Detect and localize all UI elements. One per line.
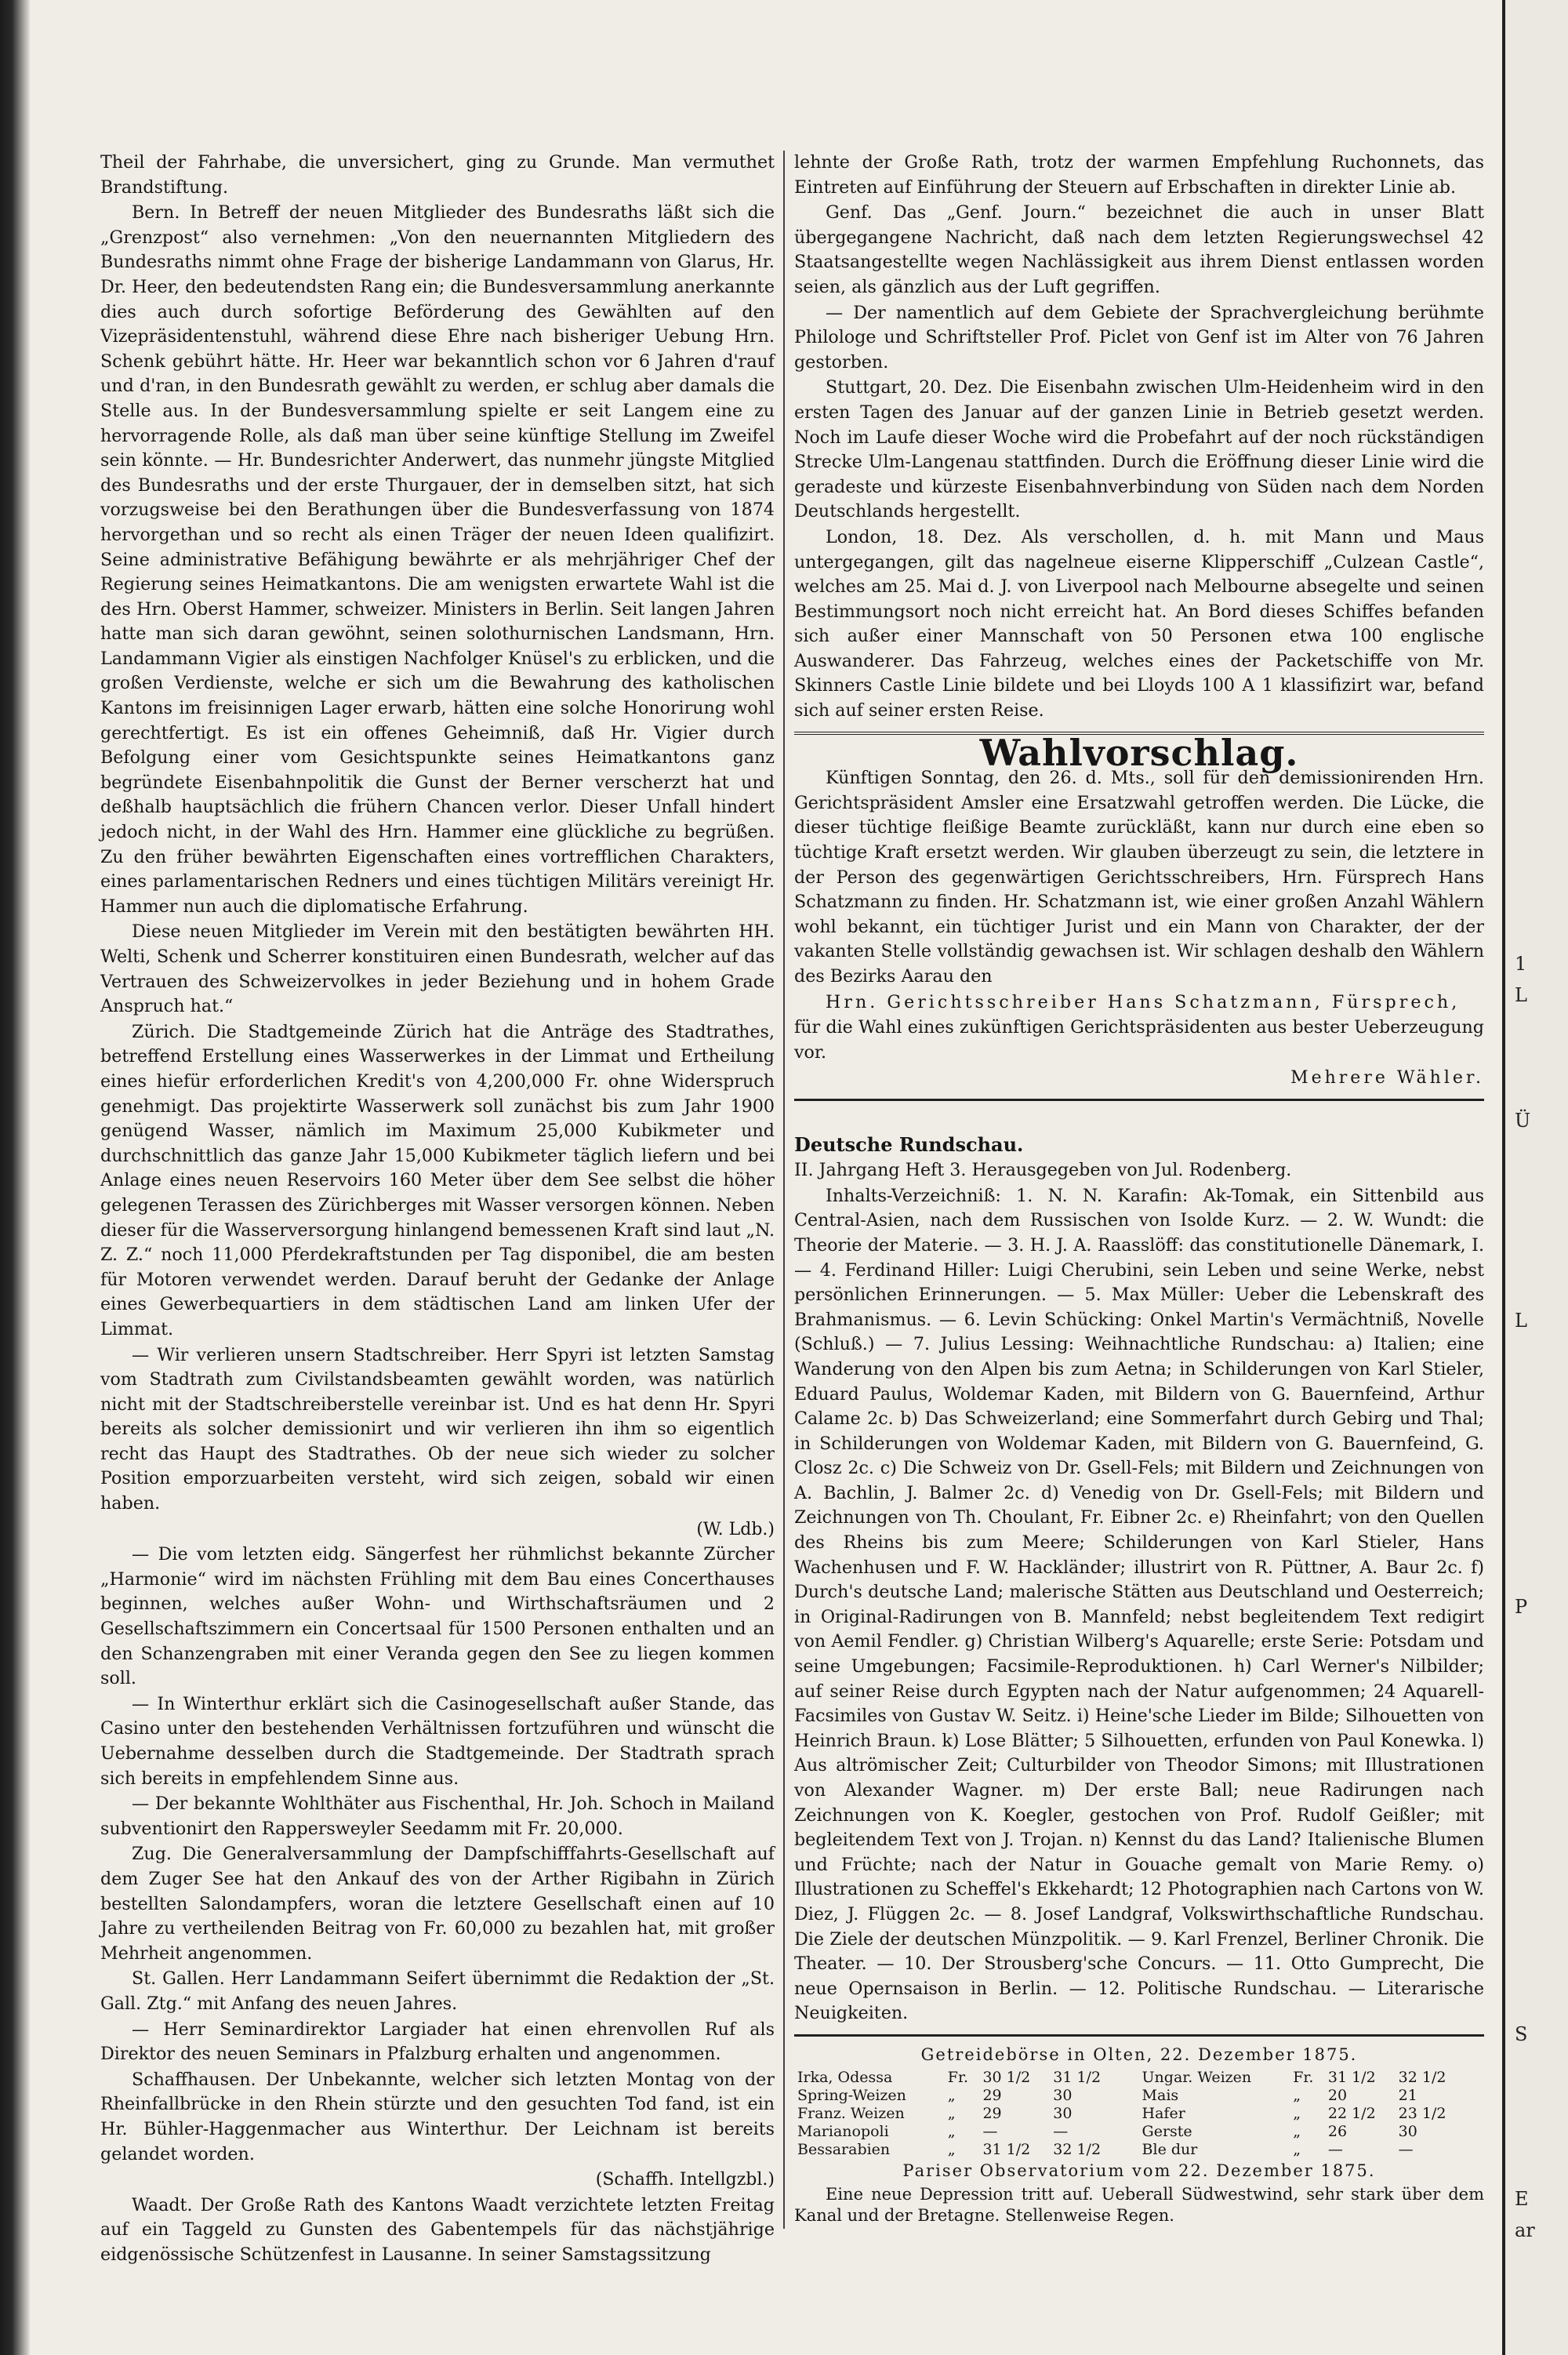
market-right-currency: „ [1293,2140,1301,2158]
market-left-grain: Irka, Odessa [797,2068,893,2086]
market-row [794,2123,1484,2141]
market-row [794,2069,1484,2087]
market-left-to: 30 [1053,2086,1073,2104]
market-left-from: 31 1/2 [982,2140,1031,2158]
market-title: Getreidebörse in Olten, 22. Dezember 1875. [920,2044,1358,2064]
market-row [794,2141,1484,2159]
market-right-from: 26 [1327,2122,1348,2140]
article-paragraph: — Herr Seminardirektor Largiader hat einen ehrenvollen Ruf als Direktor des neuen Seminars in Pfalzburg erhalten und angenommen. [100,2019,775,2065]
market-left-currency: „ [947,2086,956,2104]
edge-fragment: ar [1515,2219,1535,2241]
column-divider [783,151,785,2229]
wahlvorschlag-closing: für die Wahl eines zukünftigen Gerichtspräsidenten aus bester Ueberzeugung vor. [794,1017,1484,1063]
rundschau-title: Deutsche Rundschau. [794,1132,1024,1156]
edge-fragment: E [1515,2188,1529,2210]
market-left-grain: Franz. Weizen [797,2104,905,2122]
market-row [794,2105,1484,2123]
article-paragraph: — Wir verlieren unsern Stadtschreiber. Herr Spyri ist letzten Samstag vom Stadtrath zum Civilstandsbeamten gewählt worden, was natürlich nicht mit der Stadtschreiberstelle vereinbar ist. Und es hat denn Hr. Spyri bereits als solcher demissionirt und wir verlieren ihn ihm so eigentlich recht das Haupt des Stadtrathes. Ob der neue sich wieder zu solcher Position emporzuarbeiten versteht, wird sich zeigen, sobald wir einen haben. [100,1344,775,1514]
market-left-grain: Bessarabien [797,2140,891,2158]
market-right-from: 31 1/2 [1327,2068,1376,2086]
section-rule [794,1099,1484,1101]
rundschau-intro-line [794,1107,1484,1183]
wahlvorschlag-candidate: Hrn. Gerichtsschreiber Hans Schatzmann, Fürsprech, [826,991,1461,1012]
market-left-currency: „ [947,2122,956,2140]
market-row [794,2087,1484,2105]
market-left-grain: Spring-Weizen [797,2086,906,2104]
article-paragraph: — Die vom letzten eidg. Sängerfest her rühmlichst bekannte Zürcher „Harmonie“ wird im nächsten Frühling mit dem Bau eines Concerthauses beginnen, welches außer Wohn- und Wirthschaftsräumen und 2 Gesellschaftszimmern ein Concertsaal für 1500 Personen enthalten und an den Schanzengraben mit einer Veranda gegen den See zu liegen kommen soll. [100,1544,775,1689]
market-right-to: 30 [1398,2122,1417,2140]
article-st-gallen: St. Gallen. Herr Landammann Seifert übernimmt die Redaktion der „St. Gall. Ztg.“ mit Anfang des neuen Jahres. [100,1968,775,2014]
market-right-currency: „ [1293,2104,1301,2122]
market-right-from: — [1327,2140,1343,2158]
edge-fragment: P [1515,1596,1528,1618]
market-left-currency: Fr. [947,2068,968,2086]
article-paragraph: lehnte der Große Rath, trotz der warmen Empfehlung Ruchonnets, das Eintreten auf Einführung der Steuern auf Erbschaften in direkter Linie ab. [794,152,1484,198]
market-left-currency: „ [947,2104,956,2122]
market-left-to: 31 1/2 [1053,2068,1102,2086]
article-paragraph: — Der bekannte Wohlthäter aus Fischenthal, Hr. Joh. Schoch in Mailand subventionirt den Rappersweyler Seedamm mit Fr. 20,000. [100,1794,775,1839]
market-table [794,2069,1484,2159]
observatory-title: Pariser Observatorium vom 22. Dezember 1875. [902,2161,1376,2180]
edge-fragment: L [1515,984,1527,1006]
observatory-text: Eine neue Depression tritt auf. Ueberall Südwestwind, sehr stark über dem Kanal und der Bretagne. Stellenweise Regen. [794,2185,1484,2226]
edge-fragment: 1 [1515,953,1527,975]
article-paragraph: Diese neuen Mitglieder im Verein mit den bestätigten bewährten HH. Welti, Schenk und Scherrer konstituiren einen Bundesrath, welcher auf das Vertrauen des Schweizervolkes in jeder Beziehung und in hohem Grade Anspruch hat.“ [100,921,775,1017]
article-zug: Zug. Die Generalversammlung der Dampfschifffahrts-Gesellschaft auf dem Zuger See hat den Ankauf des von der Arther Rigibahn in Zürich bestellten Salondampfers, woran die letztere Gesellschaft einen auf 10 Jahre zu vertheilenden Beitrag von Fr. 60,000 zu bezahlen hat, mit großer Mehrheit angenommen. [100,1844,775,1964]
source-signature: (W. Ldb.) [696,1519,775,1539]
market-left-to: 32 1/2 [1053,2140,1102,2158]
article-schaffhausen: Schaffhausen. Der Unbekannte, welcher sich letzten Montag von der Rheinfallbrücke in den Rhein stürzte und den gesuchten Tod fand, ist ein Hr. Bühler-Haggenmacher aus Winterthur. Der Leichnam ist bereits gelandet worden. [100,2069,775,2164]
article-zuerich: Zürich. Die Stadtgemeinde Zürich hat die Anträge des Stadtrathes, betreffend Erstellung eines Wasserwerkes in der Limmat und Ertheilung eines hiefür erforderlichen Kredit's von 4,200,000 Fr. ohne Widerspruch genehmigt. Das projektirte Wasserwerk soll zunächst bis zum Jahr 1900 genügend Wasser, nämlich im Maximum 25,000 Kubikmeter und durchschnittlich das ganze Jahr 15,000 Kubikmeter täglich liefern und bei Anlage eines neuen Reservoirs 160 Meter über dem See selbst die höher gelegenen Terassen des Zürichberges mit Wasser versorgen können. Neben dieser für die Wasserversorgung hinlangend bemessenen Kraft sind laut „N. Z. Z.“ noch 11,000 Pferdekraftstunden per Tag disponibel, die am besten für Motoren verwendet werden. Darauf beruht der Gedanke der Anlage eines Gewerbequartiers in dem städtischen Land am linken Ufer der Limmat. [100,1021,775,1339]
article-london: London, 18. Dez. Als verschollen, d. h. mit Mann und Maus untergegangen, gilt das nagelneue eiserne Klipperschiff „Culzean Castle“, welches am 25. Mai d. J. von Liverpool nach Melbourne absegelte und seinen Bestimmungsort noch nicht erreicht hat. An Bord dieses Schiffes befanden sich außer einer Mannschaft von 50 Personen etwa 100 englische Auswanderer. Das Fahrzeug, welches eines der Packetschiffe von Mr. Skinners Castle Linie bildete und bei Lloyds 100 A 1 klassifizirt war, befand sich auf seiner ersten Reise. [794,526,1484,721]
right-column [794,151,1484,2227]
market-right-grain: Ble dur [1142,2140,1198,2158]
next-page-edge [1502,0,1568,2355]
market-right-from: 22 1/2 [1327,2104,1376,2122]
edge-fragment: S [1515,2023,1528,2045]
market-right-currency: Fr. [1293,2068,1314,2086]
article-bern: Bern. In Betreff der neuen Mitglieder des Bundesraths läßt sich die „Grenzpost“ also vernehmen: „Von den neuernannten Mitgliedern des Bundesraths nimmt ohne Frage der bisherige Landammann von Glarus, Hr. Dr. Heer, den bedeutendsten Rang ein; die Bundesversammlung anerkannte dies auch durch sofortige Beförderung des Gewählten auf den Vizepräsidentenstuhl, während diese Ehre nach bisheriger Uebung Hrn. Schenk gebührt hätte. Hr. Heer war bekanntlich schon vor 6 Jahren d'rauf und d'ran, in den Bundesrath gewählt zu werden, er schlug aber damals die Stelle aus. In der Bundesversammlung spielte er seit Langem eine zu hervorragende Rolle, als daß man über seine künftige Stellung im Zweifel sein könnte. — Hr. Bundesrichter Anderwert, das nunmehr jüngste Mitglied des Bundesraths und der erste Thurgauer, der in demselben sitzt, hat sich vorzugsweise bei den Berathungen über die Bundesverfassung von 1874 hervorgethan und so recht als einen Träger der neuen Ideen qualifizirt. Seine administrative Befähigung bewährte er als mehrjähriger Chef der Regierung seines Heimatkantons. Die am wenigsten erwartete Wahl ist die des Hrn. Oberst Hammer, schweizer. Ministers in Berlin. Seit langen Jahren hatte man sich daran gewöhnt, seinen solothurnischen Landsmann, Hrn. Landammann Vigier als einstigen Nachfolger Knüsel's zu erblicken, und die großen Verdienste, welche er sich um die Bewahrung des katholischen Kantons im freisinnigen Lager erwarb, hätten eine solche Honorirung wohl gerechtfertigt. Es ist ein offenes Geheimniß, daß Hr. Vigier durch Befolgung einer vom Gesichtspunkte seines Heimatkantons ganz begründete Eisenbahnpolitik die Gunst der Berner verscherzt hat und deßhalb hauptsächlich die frühern Chancen verlor. Dieser Unfall hindert jedoch nicht, in der Wahl des Hrn. Hammer eine glückliche zu begrüßen. Zu den früher bewährten Eigenschaften eines vortrefflichen Charakters, eines parlamentarischen Redners und eines tüchtigen Militärs vereinigt Hr. Hammer nun auch die diplomatische Erfahrung. [100,202,775,917]
page-binding-shadow [0,0,30,2355]
market-right-grain: Gerste [1142,2122,1192,2140]
article-stuttgart: Stuttgart, 20. Dez. Die Eisenbahn zwischen Ulm-Heidenheim wird in den ersten Tagen des Januar auf der ganzen Linie in Betrieb gesetzt werden. Noch im Laufe dieser Woche wird die Probefahrt auf der noch rückständigen Strecke Ulm-Langenau stattfinden. Durch die Eröffnung dieser Linie wird die geradeste und kürzeste Eisenbahnverbindung von Süden nach dem Norden Deutschlands hergestellt. [794,377,1484,522]
wahlvorschlag-heading: Wahlvorschlag. [979,731,1299,774]
wahlvorschlag-body: Künftigen Sonntag, den 26. d. Mts., soll für den demissionirenden Hrn. Gerichtspräsident Amsler eine Ersatzwahl getroffen werden. Die Lücke, die dieser tüchtige fleißige Beamte zurückläßt, kann nur durch eine eben so tüchtige Kraft ersetzt werden. Wir glauben überzeugt zu sein, die letztere in der Person des gegenwärtigen Gerichtsschreibers, Hrn. Fürsprech Hans Schatzmann zu finden. Hr. Schatzmann ist, wie einer großen Anzahl Wählern wohl bekannt, ein tüchtiger Jurist und ein Mann von Charakter, der der vakanten Stelle vollständig gewachsen ist. Wir schlagen deshalb den Wählern des Bezirks Aarau den [794,768,1484,987]
rundschau-contents: Inhalts-Verzeichniß: 1. N. N. Karafin: Ak-Tomak, ein Sittenbild aus Central-Asien, nach dem Russischen von Isolde Kurz. — 2. W. Wundt: die Theorie der Materie. — 3. H. J. A. Raasslöff: das constitutionelle Dänemark, I. — 4. Ferdinand Hiller: Luigi Cherubini, sein Leben und seine Werke, nebst persönlichen Erinnerungen. — 5. Max Müller: Ueber die Lebenskraft des Brahmanismus. — 6. Levin Schücking: Onkel Martin's Vermächtniß, Novelle (Schluß.) — 7. Julius Lessing: Weihnachtliche Rundschau: a) Italien; eine Wanderung von den Alpen bis zum Aetna; in Schilderungen von Karl Stieler, Eduard Paulus, Woldemar Kaden, mit Bildern von G. Bauernfeind, Arthur Calame 2c. b) Das Schweizerland; eine Sommerfahrt durch Gebirg und Thal; in Schilderungen von Woldemar Kaden, mit Bildern von G. Bauernfeind, G. Closz 2c. c) Die Schweiz von Dr. Gsell-Fels; mit Bildern und Zeichnungen von A. Bachlin, J. Balmer 2c. d) Venedig von Dr. Gsell-Fels; mit Bildern und Zeichnungen von Th. Choulant, Fr. Eibner 2c. e) Rheinfahrt; von den Quellen des Rheins bis zum Meere; Schilderungen von Karl Stieler, Hans Wachenhusen und F. W. Hackländer; illustrirt von R. Püttner, A. Baur 2c. f) Durch's deutsche Land; malerische Stätten aus Deutschland und Oesterreich; in Original-Radirungen von B. Mannfeld; nebst begleitendem Text redigirt von Aemil Fendler. g) Christian Wilberg's Aquarelle; erste Serie: Potsdam und seine Umgebungen; Facsimile-Reproduktionen. h) Carl Werner's Nilbilder; auf seiner Reise durch Egypten nach der Natur aufgenommen; 24 Aquarell-Facsimiles von Gustav W. Seitz. i) Heine'sche Lieder im Bilde; Silhouetten von Heinrich Braun. k) Lose Blätter; 5 Silhouetten, erfunden von Paul Konewka. l) Aus altrömischer Zeit; Culturbilder von Theodor Simons; mit Illustrationen von Alexander Wagner. m) Der erste Ball; neue Radirungen nach Zeichnungen von K. Koegler, gestochen von Prof. Rudolf Geißler; mit begleitendem Text von J. Trojan. n) Kennst du das Land? Italienische Blumen und Früchte; nach der Natur in Gouache gemalt von Marie Remy. o) Illustrationen zu Scheffel's Ekkehardt; 12 Photographien nach Cartons von W. Diez, J. Flüggen 2c. — 8. Josef Landgraf, Volkswirthschaftliche Rundschau. Die Ziele der deutschen Münzpolitik. — 9. Karl Frenzel, Berliner Chronik. Die Theater. — 10. Der Strousberg'sche Concurs. — 11. Otto Gumprecht, Die neue Opernsaison in Berlin. — 12. Politische Rundschau. — Literarische Neuigkeiten. [794,1185,1484,2024]
article-paragraph: Theil der Fahrhabe, die unversichert, ging zu Grunde. Man vermuthet Brandstiftung. [100,152,775,198]
market-left-from: 29 [982,2086,1002,2104]
market-left-grain: Marianopoli [797,2122,889,2140]
edge-fragment: Ü [1515,1110,1531,1132]
section-rule [794,2034,1484,2037]
rundschau-intro: II. Jahrgang Heft 3. Herausgegeben von Jul. Rodenberg. [794,1160,1292,1181]
market-left-from: 29 [982,2104,1002,2122]
market-right-currency: „ [1293,2086,1301,2104]
market-right-from: 20 [1327,2086,1348,2104]
wahlvorschlag-signature: Mehrere Wähler. [1290,1068,1484,1088]
article-winterthur: — In Winterthur erklärt sich die Casinogesellschaft außer Stande, das Casino unter den bestehenden Verhältnissen fortzuführen und wünscht die Uebernahme desselben durch die Stadtgemeinde. Der Stadtrath sprach sich bereits in empfehlendem Sinne aus. [100,1693,775,1789]
article-waadt: Waadt. Der Große Rath des Kantons Waadt verzichtete letzten Freitag auf ein Taggeld zu Gunsten des Gabentempels für das nächstjährige eidgenössische Schützenfest in Lausanne. In seiner Samstagssitzung [100,2194,775,2265]
market-left-currency: „ [947,2140,956,2158]
market-right-grain: Mais [1142,2086,1179,2104]
source-signature: (Schaffh. Intellgzbl.) [595,2170,775,2190]
market-right-grain: Ungar. Weizen [1142,2068,1252,2086]
market-left-to: 30 [1053,2104,1073,2122]
left-column [100,151,775,2268]
market-left-from: 30 1/2 [982,2068,1031,2086]
market-right-to: 32 1/2 [1398,2068,1446,2086]
article-genf: Genf. Das „Genf. Journ.“ bezeichnet die auch in unser Blatt übergegangene Nachricht, daß nach dem letzten Regierungswechsel 42 Staatsangestellte wegen Nachlässigkeit aus ihrem Dienst entlassen worden seien, als gänzlich aus der Luft gegriffen. [794,202,1484,297]
market-left-from: — [982,2122,998,2140]
market-right-to: 23 1/2 [1398,2104,1446,2122]
edge-fragment: L [1515,1310,1527,1332]
market-right-to: — [1398,2140,1414,2158]
market-left-to: — [1053,2122,1069,2140]
market-right-grain: Hafer [1142,2104,1185,2122]
market-right-currency: „ [1293,2122,1301,2140]
market-right-to: 21 [1398,2086,1417,2104]
article-paragraph: — Der namentlich auf dem Gebiete der Sprachvergleichung berühmte Philologe und Schriftsteller Prof. Piclet von Genf ist im Alter von 76 Jahren gestorben. [794,302,1484,373]
